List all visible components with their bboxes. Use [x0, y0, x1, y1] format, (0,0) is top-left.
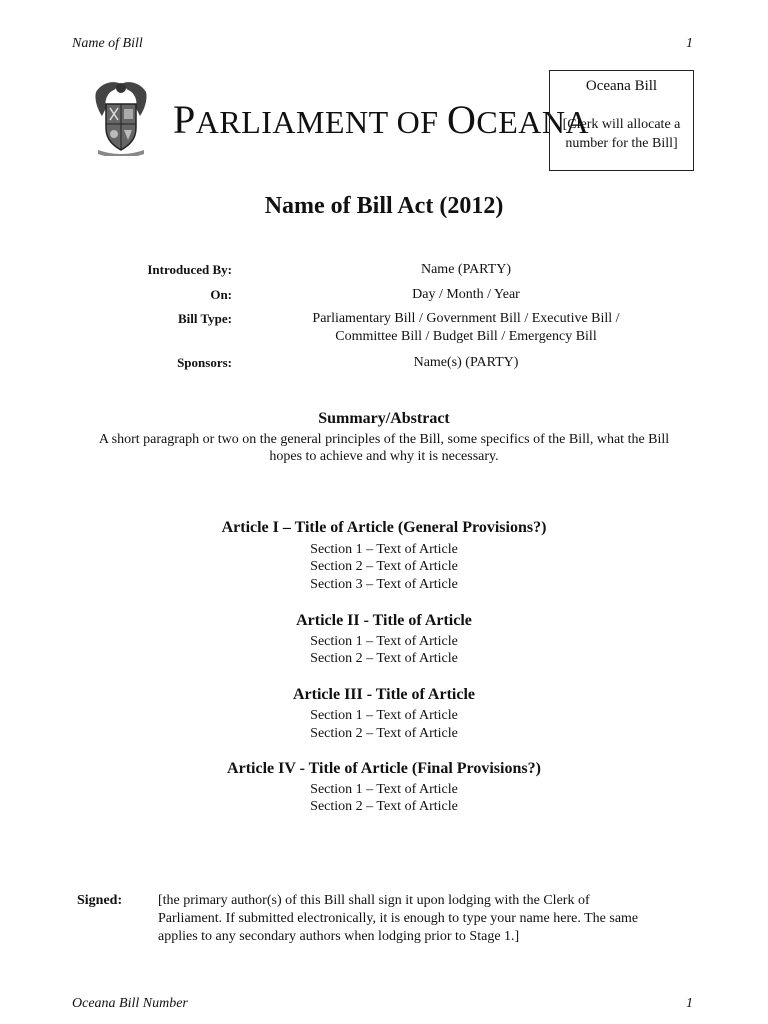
on-value: Day / Month / Year: [412, 287, 520, 302]
article-2-section-2: Section 2 – Text of Article: [310, 651, 458, 666]
bill-box-note: [Clerk will allocate a number for the Bill]: [562, 117, 681, 151]
article-3-section-1: Section 1 – Text of Article: [310, 708, 458, 723]
article-2-heading: Article II - Title of Article: [296, 612, 472, 629]
bill-number-box: [549, 70, 694, 171]
summary-line-2: hopes to achieve and why it is necessary.: [269, 449, 499, 464]
header-bill-name: Name of Bill: [72, 36, 143, 51]
bill-box-title: Oceana Bill: [585, 78, 658, 94]
bill-type-value-line1: Parliamentary Bill / Government Bill / Executive Bill /: [312, 311, 620, 326]
title-part-1: ARLIAMENT OF: [195, 104, 447, 140]
summary-line-1: A short paragraph or two on the general principles of the Bill, some specifics of the Bill, what the Bill: [98, 432, 670, 447]
sponsors-value: Name(s) (PARTY): [413, 355, 519, 370]
article-3-heading: Article III - Title of Article: [292, 686, 476, 703]
footer-bill-number: Oceana Bill Number: [72, 996, 188, 1011]
title-initial-o: O: [447, 97, 477, 142]
document-title: Name of Bill Act (2012): [264, 193, 504, 219]
article-1-heading: Article I – Title of Article (General Provisions?): [221, 519, 547, 536]
signed-line-2: Parliament. If submitted electronically, it is enough to type your name here. The same: [158, 911, 639, 926]
title-part-2: CEANA: [476, 104, 590, 140]
article-4-section-1: Section 1 – Text of Article: [310, 782, 458, 797]
article-4-heading: Article IV - Title of Article (Final Provisions?): [227, 760, 541, 777]
bill-type-label: Bill Type:: [177, 311, 232, 326]
signed-line-1: [the primary author(s) of this Bill shall sign it upon lodging with the Clerk of: [158, 893, 590, 908]
introduced-by-label: Introduced By:: [147, 262, 232, 277]
article-4-section-2: Section 2 – Text of Article: [310, 799, 458, 814]
parliament-title: [173, 96, 589, 143]
article-1-section-2: Section 2 – Text of Article: [310, 559, 458, 574]
bill-type-value-line2: Committee Bill / Budget Bill / Emergency Bill: [335, 329, 597, 344]
parliament-crest-icon: [92, 78, 150, 156]
sponsors-label: Sponsors:: [177, 355, 232, 370]
footer-page-number: 1: [686, 996, 693, 1011]
article-2-section-1: Section 1 – Text of Article: [310, 634, 458, 649]
article-1-section-1: Section 1 – Text of Article: [310, 542, 458, 557]
summary-text: [70, 431, 698, 465]
summary-heading: Summary/Abstract: [318, 410, 450, 427]
article-3-section-2: Section 2 – Text of Article: [310, 726, 458, 741]
signed-line-3: applies to any secondary authors when lodging prior to Stage 1.]: [158, 929, 520, 944]
article-1-section-3: Section 3 – Text of Article: [310, 577, 458, 592]
introduced-by-value: Name (PARTY): [420, 262, 512, 277]
on-label: On:: [210, 287, 232, 302]
signed-text: [158, 892, 698, 946]
signed-label: Signed:: [77, 893, 123, 908]
header-page-number: 1: [686, 36, 693, 51]
title-initial-p: P: [173, 97, 196, 142]
